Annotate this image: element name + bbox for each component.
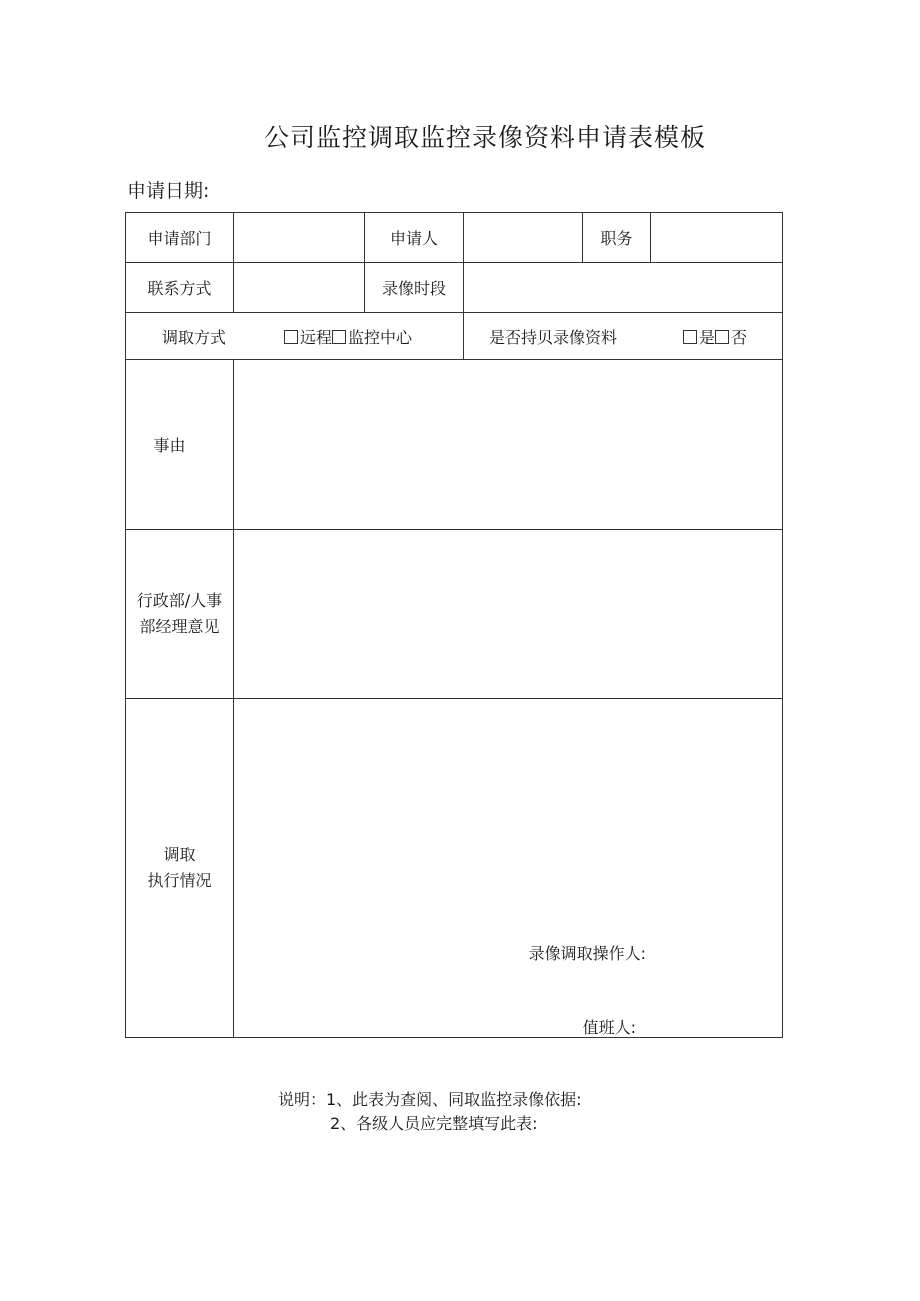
copy-label: 是否持贝录像资料 xyxy=(489,327,618,347)
duty-signature-label: 值班人: xyxy=(582,1018,636,1037)
note-line-2: 2、各级人员应完整填写此表: xyxy=(330,1114,538,1133)
position-field[interactable] xyxy=(651,213,783,263)
row-applicant-info xyxy=(126,213,783,263)
method-option-center[interactable]: 监控中心 xyxy=(332,325,412,348)
dept-label: 申请部门 xyxy=(126,213,234,263)
applicant-label: 申请人 xyxy=(365,213,464,263)
dept-field[interactable] xyxy=(234,213,365,263)
copy-option-yes[interactable]: 是 xyxy=(683,325,715,348)
exec-field[interactable] xyxy=(234,699,783,1038)
row-method xyxy=(126,313,783,360)
period-label: 录像时段 xyxy=(365,263,464,313)
apply-date-label: 申请日期: xyxy=(127,180,210,202)
period-field[interactable] xyxy=(464,263,783,313)
method-cell xyxy=(126,313,464,360)
exec-label: 调取 执行情况 xyxy=(126,699,234,1038)
opinion-field[interactable] xyxy=(234,530,783,699)
applicant-field[interactable] xyxy=(464,213,583,263)
row-contact xyxy=(126,263,783,313)
contact-label: 联系方式 xyxy=(126,263,234,313)
copy-cell xyxy=(464,313,783,360)
reason-field[interactable] xyxy=(234,360,783,530)
method-label: 调取方式 xyxy=(161,327,226,347)
checkbox-icon[interactable] xyxy=(715,330,729,344)
application-form-table xyxy=(125,212,783,1038)
checkbox-icon[interactable] xyxy=(683,330,697,344)
note-line-1: 说明：1、此表为查阅、同取监控录像依据: xyxy=(278,1090,582,1109)
operator-signature-label: 录像调取操作人: xyxy=(528,944,646,963)
row-execution xyxy=(126,699,783,1038)
method-option-remote[interactable]: 远程 xyxy=(284,325,332,348)
reason-label: 事由 xyxy=(126,360,234,530)
row-opinion xyxy=(126,530,783,699)
checkbox-icon[interactable] xyxy=(332,330,346,344)
checkbox-icon[interactable] xyxy=(284,330,298,344)
form-title: 公司监控调取监控录像资料申请表模板 xyxy=(263,123,706,152)
copy-option-no[interactable]: 否 xyxy=(715,325,747,348)
contact-field[interactable] xyxy=(234,263,365,313)
row-reason xyxy=(126,360,783,530)
position-label: 职务 xyxy=(583,213,651,263)
opinion-label: 行政部/人事 部经理意见 xyxy=(126,530,234,699)
